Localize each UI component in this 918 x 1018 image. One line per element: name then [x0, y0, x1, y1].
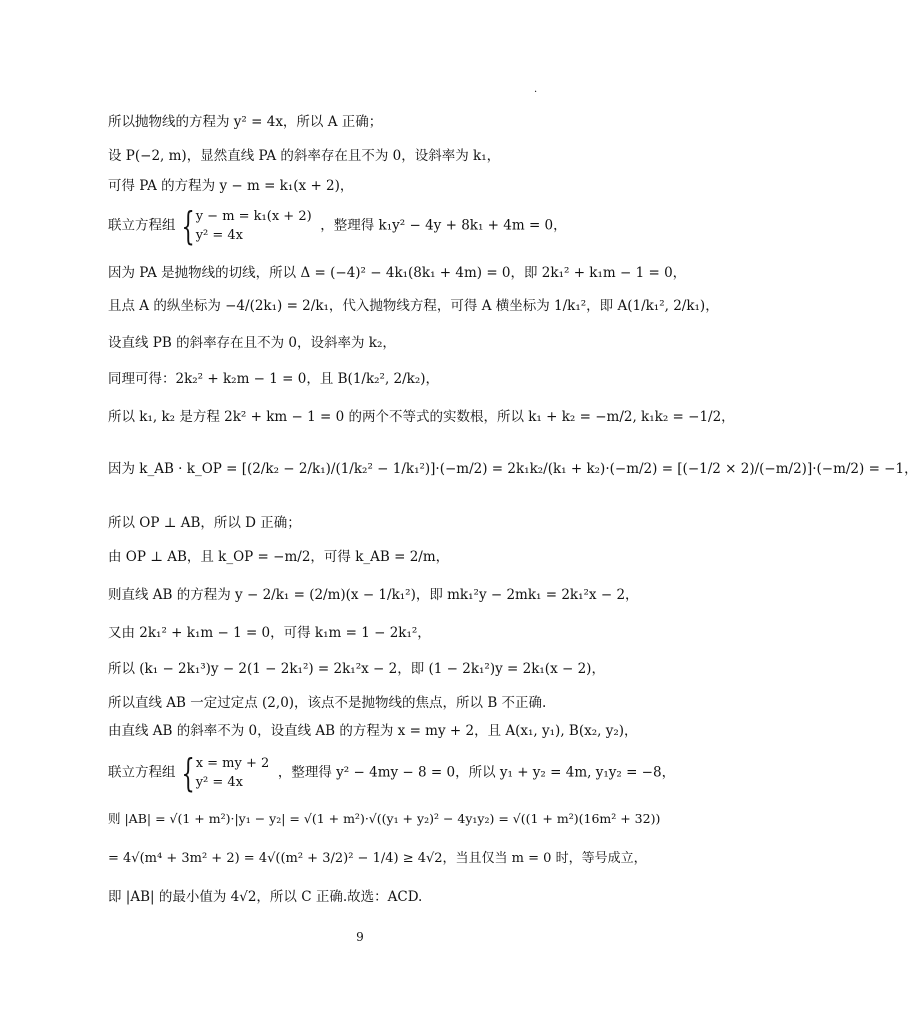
text-line: 因为 PA 是抛物线的切线，所以 Δ = (−4)² − 4k₁(8k₁ + 4m) = 0，即 2k₁² + k₁m − 1 = 0， [108, 265, 687, 281]
text-line: = 4√(m⁴ + 3m² + 2) = 4√((m² + 3/2)² − 1/4) ≥ 4√2，当且仅当 m = 0 时，等号成立， [108, 851, 647, 866]
equation: y − m = k₁(x + 2) [195, 209, 312, 224]
text-line: 设直线 PB 的斜率存在且不为 0，设斜率为 k₂， [108, 335, 396, 351]
equation: x = my + 2 [195, 756, 270, 771]
equation-system-2 [108, 751, 676, 795]
text-line: 由直线 AB 的斜率不为 0，设直线 AB 的方程为 x = my + 2，且 A(x₁, y₁), B(x₂, y₂)， [108, 723, 638, 739]
system-rest: ，整理得 y² − 4my − 8 = 0，所以 y₁ + y₂ = 4m, y₁y₂ = −8， [277, 764, 676, 781]
text-line: 即 |AB| 的最小值为 4√2，所以 C 正确.故选：ACD. [108, 889, 423, 905]
system-stack [196, 207, 312, 245]
system-prefix: 联立方程组 [108, 764, 176, 781]
system-stack [196, 754, 270, 792]
equation-system-1 [108, 204, 567, 248]
corner-dot: . [534, 84, 538, 95]
text-line: 设 P(−2, m)，显然直线 PA 的斜率存在且不为 0，设斜率为 k₁， [108, 148, 501, 164]
text-line: 所以 OP ⊥ AB，所以 D 正确； [108, 515, 301, 531]
left-brace: { [180, 751, 195, 795]
page-number: 9 [356, 930, 364, 944]
text-line: 所以直线 AB 一定过定点 (2,0)，该点不是抛物线的焦点，所以 B 不正确. [108, 695, 547, 711]
left-brace: { [180, 204, 195, 248]
system-rest: ，整理得 k₁y² − 4y + 8k₁ + 4m = 0， [320, 217, 567, 234]
text-line: 又由 2k₁² + k₁m − 1 = 0，可得 k₁m = 1 − 2k₁²， [108, 625, 431, 641]
text-line: 因为 k_AB · k_OP = [(2/k₂ − 2/k₁)/(1/k₂² − 1/k₁²)]·(−m/2) = 2k₁k₂/(k₁ + k₂)·(−m/2) = [(−1/2 × 2)/(−m/2)]·(−m/2) = −1， [108, 461, 918, 477]
text-line: 则直线 AB 的方程为 y − 2/k₁ = (2/m)(x − 1/k₁²)，即 mk₁²y − 2mk₁ = 2k₁²x − 2， [108, 587, 639, 603]
text-line: 所以 (k₁ − 2k₁³)y − 2(1 − 2k₁²) = 2k₁²x − 2，即 (1 − 2k₁²)y = 2k₁(x − 2)， [108, 661, 605, 677]
text-line: 由 OP ⊥ AB，且 k_OP = −m/2，可得 k_AB = 2/m， [108, 549, 450, 565]
system-prefix: 联立方程组 [108, 217, 176, 234]
text-line: 可得 PA 的方程为 y − m = k₁(x + 2)， [108, 178, 354, 194]
text-line: 所以抛物线的方程为 y² = 4x，所以 A 正确； [108, 114, 383, 130]
text-line: 且点 A 的纵坐标为 −4/(2k₁) = 2/k₁，代入抛物线方程，可得 A 横坐标为 1/k₁²，即 A(1/k₁², 2/k₁)， [108, 298, 719, 314]
equation: y² = 4x [195, 775, 244, 790]
text-line: 同理可得：2k₂² + k₂m − 1 = 0，且 B(1/k₂², 2/k₂)， [108, 371, 440, 387]
text-line: 则 |AB| = √(1 + m²)·|y₁ − y₂| = √(1 + m²)·√((y₁ + y₂)² − 4y₁y₂) = √((1 + m²)(16m² + 32)) [108, 811, 661, 826]
equation: y² = 4x [195, 228, 244, 243]
text-line: 所以 k₁, k₂ 是方程 2k² + km − 1 = 0 的两个不等式的实数根，所以 k₁ + k₂ = −m/2, k₁k₂ = −1/2， [108, 409, 735, 425]
